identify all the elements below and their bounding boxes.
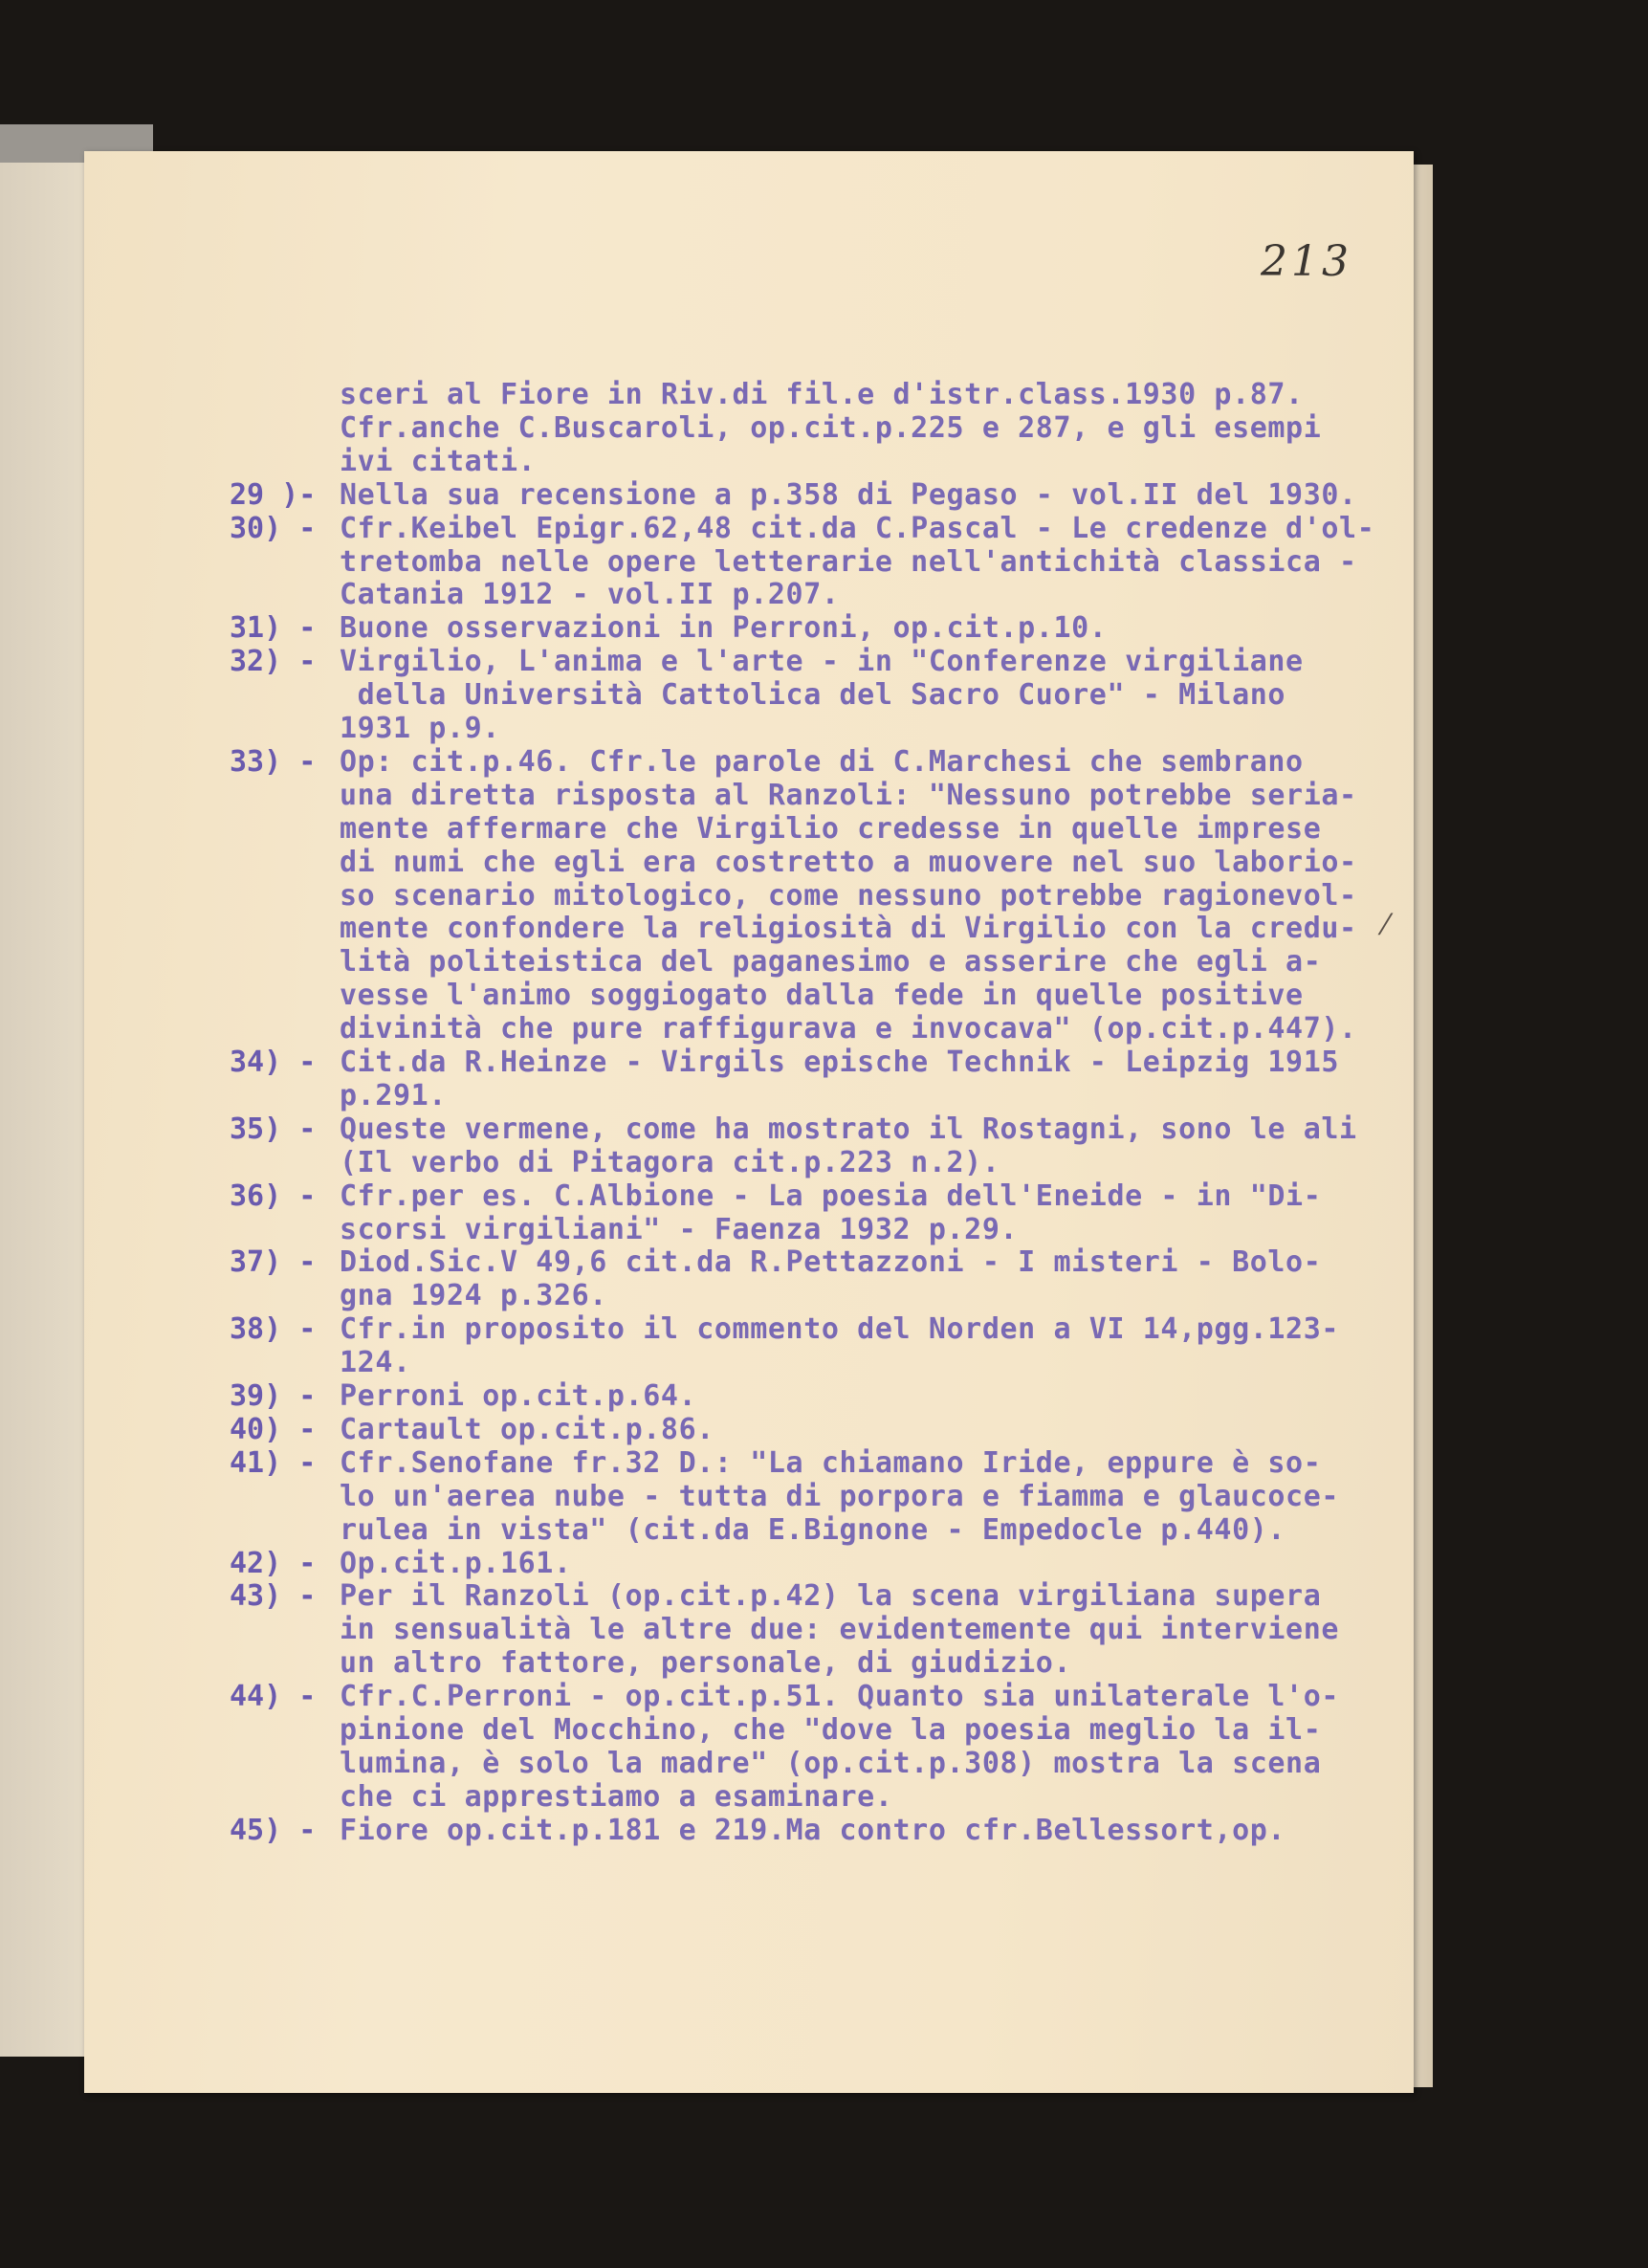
- intro-line: sceri al Fiore in Riv.di fil.e d'istr.class.1930 p.87.: [340, 378, 1304, 411]
- footnote-line: Op: cit.p.46. Cfr.le parole di C.Marchesi che sembrano: [340, 744, 1304, 779]
- footnote-line: 124.: [340, 1346, 411, 1380]
- footnote-number: 30) -: [230, 511, 317, 545]
- footnote-number: 38) -: [230, 1312, 317, 1347]
- footnote-line: in sensualità le altre due: evidentemente qui interviene: [340, 1613, 1340, 1647]
- footnote-line: Op.cit.p.161.: [340, 1546, 572, 1580]
- footnote-line: Cfr.Senofane fr.32 D.: "La chiamano Iride, eppure è so-: [340, 1445, 1322, 1480]
- footnote-line: Fiore op.cit.p.181 e 219.Ma contro cfr.Bellessort,op.: [340, 1813, 1286, 1847]
- footnote-line: mente confondere la religiosità di Virgilio con la credu-: [340, 912, 1357, 946]
- footnote-line: scorsi virgiliani" - Faenza 1932 p.29.: [340, 1212, 1019, 1246]
- footnote-number: 42) -: [230, 1546, 317, 1580]
- footnote-line: Buone osservazioni in Perroni, op.cit.p.10.: [340, 611, 1108, 646]
- footnote-number: 39) -: [230, 1379, 317, 1413]
- intro-line: ivi citati.: [340, 444, 537, 478]
- footnote-number: 34) -: [230, 1046, 317, 1079]
- footnote-number: 35) -: [230, 1112, 317, 1146]
- footnote-number: 36) -: [230, 1178, 317, 1213]
- footnote-number: 29 )-: [230, 477, 317, 512]
- footnote-line: vesse l'animo soggiogato dalla fede in quelle positive: [340, 979, 1304, 1013]
- footnote-line: pinione del Mocchino, che "dove la poesia meglio la il-: [340, 1713, 1322, 1747]
- footnote-line: Cit.da R.Heinze - Virgils epische Technik - Leipzig 1915: [340, 1046, 1340, 1079]
- footnote-line: Perroni op.cit.p.64.: [340, 1379, 697, 1413]
- footnote-line: (Il verbo di Pitagora cit.p.223 n.2).: [340, 1145, 1000, 1179]
- footnote-line: so scenario mitologico, come nessuno potrebbe ragionevol-: [340, 878, 1357, 913]
- footnote-line: un altro fattore, personale, di giudizio.: [340, 1646, 1072, 1681]
- footnote-line: tretomba nelle opere letterarie nell'antichità classica -: [340, 544, 1357, 579]
- footnote-number: 33) -: [230, 744, 317, 779]
- footnote-number: 43) -: [230, 1579, 317, 1614]
- footnote-line: 1931 p.9.: [340, 712, 500, 745]
- footnote-line: Cfr.Keibel Epigr.62,48 cit.da C.Pascal - Le credenze d'ol-: [340, 511, 1375, 545]
- footnote-number: 40) -: [230, 1412, 317, 1446]
- footnote-line: p.291.: [340, 1078, 447, 1112]
- footnote-line: gna 1924 p.326.: [340, 1279, 607, 1313]
- footnote-line: Cartault op.cit.p.86.: [340, 1412, 714, 1446]
- footnote-line: lumina, è solo la madre" (op.cit.p.308) mostra la scena: [340, 1746, 1322, 1780]
- footnote-number: 44) -: [230, 1680, 317, 1714]
- footnote-line: rulea in vista" (cit.da E.Bignone - Empedocle p.440).: [340, 1512, 1286, 1547]
- footnote-line: Virgilio, L'anima e l'arte - in "Conferenze virgiliane: [340, 645, 1304, 679]
- footnote-number: 37) -: [230, 1245, 317, 1280]
- footnote-line: divinità che pure raffigurava e invocava" (op.cit.p.447).: [340, 1012, 1357, 1046]
- footnote-line: Cfr.in proposito il commento del Norden a VI 14,pgg.123-: [340, 1312, 1340, 1347]
- footnote-line: una diretta risposta al Ranzoli: "Nessuno potrebbe seria-: [340, 778, 1357, 812]
- footnote-line: Cfr.per es. C.Albione - La poesia dell'Eneide - in "Di-: [340, 1178, 1322, 1213]
- footnote-line: che ci apprestiamo a esaminare.: [340, 1779, 893, 1814]
- intro-line: Cfr.anche C.Buscaroli, op.cit.p.225 e 287, e gli esempi: [340, 410, 1322, 445]
- footnote-line: lità politeistica del paganesimo e asserire che egli a-: [340, 945, 1322, 980]
- footnote-line: Per il Ranzoli (op.cit.p.42) la scena virgiliana supera: [340, 1579, 1322, 1614]
- footnote-line: di numi che egli era costretto a muovere nel suo laborio-: [340, 845, 1357, 879]
- footnote-line: Queste vermene, come ha mostrato il Rostagni, sono le ali: [340, 1112, 1357, 1146]
- footnote-number: 41) -: [230, 1445, 317, 1480]
- footnote-number: 31) -: [230, 611, 317, 646]
- footnote-line: della Università Cattolica del Sacro Cuore" - Milano: [340, 678, 1286, 713]
- footnote-number: 32) -: [230, 645, 317, 679]
- margin-pencil-mark: ⁄: [1383, 909, 1389, 942]
- footnote-line: Nella sua recensione a p.358 di Pegaso - vol.II del 1930.: [340, 477, 1357, 512]
- footnote-line: Cfr.C.Perroni - op.cit.p.51. Quanto sia unilaterale l'o-: [340, 1680, 1340, 1714]
- footnote-line: lo un'aerea nube - tutta di porpora e fiamma e glaucoce-: [340, 1479, 1340, 1513]
- footnote-line: Diod.Sic.V 49,6 cit.da R.Pettazzoni - I misteri - Bolo-: [340, 1245, 1322, 1280]
- footnote-line: mente affermare che Virgilio credesse in quelle imprese: [340, 811, 1322, 846]
- page-number: 213: [1261, 237, 1352, 286]
- footnote-line: Catania 1912 - vol.II p.207.: [340, 578, 840, 612]
- footnote-number: 45) -: [230, 1813, 317, 1847]
